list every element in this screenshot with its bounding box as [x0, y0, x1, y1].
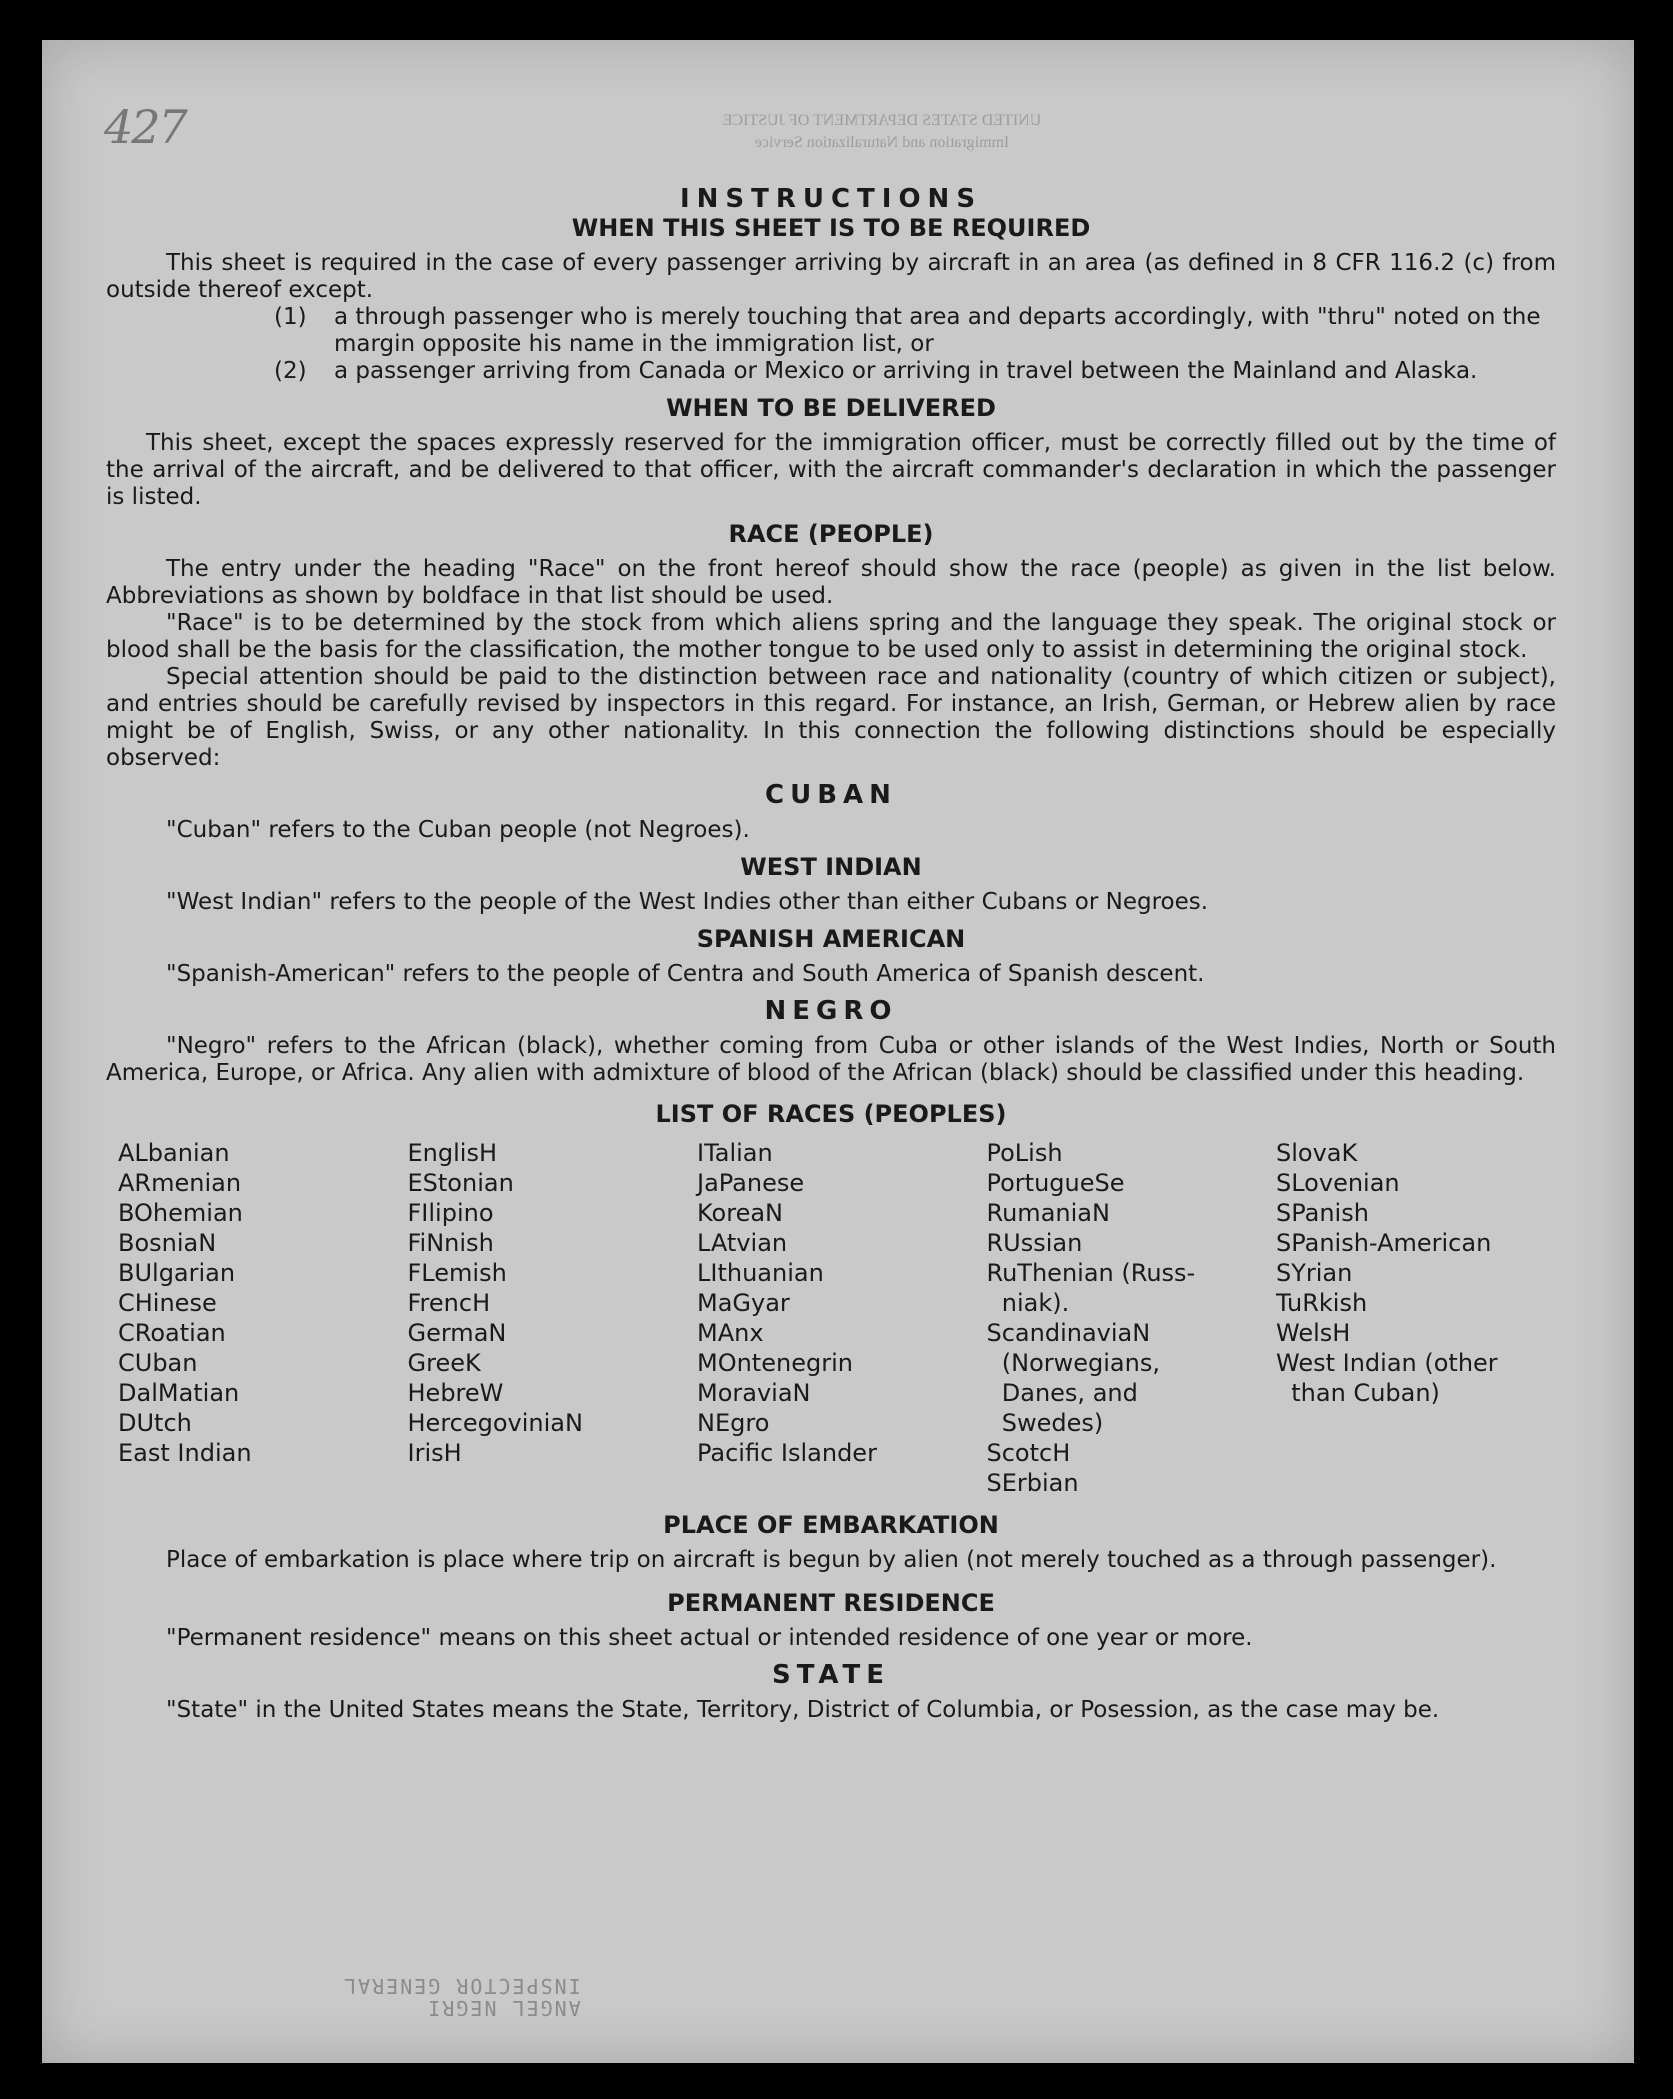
race-column: [118, 1138, 398, 1498]
race-list-item: East Indian: [118, 1439, 252, 1467]
race-list-item: BOhemian: [118, 1199, 243, 1227]
spanish-american-definition: "Spanish-American" refers to the people of Centra and South America of Spanish descent.: [166, 961, 1205, 987]
exception-item: [106, 304, 1556, 358]
race-list-item: Danes, and: [986, 1379, 1138, 1407]
race-list-item: WelsH: [1276, 1319, 1351, 1347]
race-list-item: PoLish: [986, 1139, 1063, 1167]
section-heading-state: STATE: [771, 1660, 891, 1690]
race-list-item: IrisH: [407, 1439, 462, 1467]
race-column: [1276, 1138, 1556, 1498]
section-heading-race: RACE (PEOPLE): [728, 520, 934, 548]
required-paragraph: This sheet is required in the case of every passenger arriving by aircraft in an area (as defined in 8 CFR 116.2 (c) from outside thereof except.: [106, 250, 1556, 303]
race-column: [408, 1138, 688, 1498]
race-list-item: ITalian: [697, 1139, 773, 1167]
race-paragraph-3: Special attention should be paid to the distinction between race and nationality (country of which citizen or subject), and entries should be carefully revised by inspectors in this regard. For instance, an Irish, German, or Hebrew alien by race might be of English, Swiss, or any other nationality. In this connection the following distinctions should be especially observed:: [106, 664, 1556, 771]
race-list-item: MaGyar: [697, 1289, 790, 1317]
race-paragraph-1: The entry under the heading "Race" on the front hereof should show the race (people) as given in the list below. Abbreviations as shown by boldface in that list should be used.: [106, 556, 1556, 609]
race-list-item: FLemish: [407, 1259, 507, 1287]
race-list-item: GreeK: [407, 1349, 481, 1377]
section-heading-embarkation: PLACE OF EMBARKATION: [663, 1511, 999, 1539]
race-list-item: BosniaN: [118, 1229, 217, 1257]
race-list-item: (Norwegians,: [986, 1349, 1160, 1377]
bleed-through-line-2: Immigration and Naturalization Service: [754, 134, 1010, 151]
race-list-item: EStonian: [407, 1169, 514, 1197]
negro-definition: "Negro" refers to the African (black), whether coming from Cuba or other islands of the West Indies, North or South America, Europe, or Africa. Any alien with admixture of blood of the African (black) should be classified under this heading.: [106, 1033, 1556, 1086]
race-list-item: SPanish: [1276, 1199, 1369, 1227]
race-list-item: FiNnish: [407, 1229, 494, 1257]
section-heading-west-indian: WEST INDIAN: [740, 853, 922, 881]
page-title: INSTRUCTIONS: [679, 184, 983, 214]
race-list-item: ScandinaviaN: [986, 1319, 1151, 1347]
race-list-item: BUlgarian: [118, 1259, 236, 1287]
race-list-item: FIlipino: [407, 1199, 494, 1227]
race-list-item: MAnx: [697, 1319, 764, 1347]
race-list-item: ScotcH: [986, 1439, 1071, 1467]
race-list-item: KoreaN: [697, 1199, 783, 1227]
race-list-item: SlovaK: [1276, 1139, 1358, 1167]
race-column: [697, 1138, 977, 1498]
exception-text: a through passenger who is merely touching that area and departs accordingly, with "thru" noted on the margin opposite his name in the immigration list, or: [334, 304, 1541, 357]
race-list-item: than Cuban): [1276, 1379, 1440, 1407]
exception-item: [106, 358, 1556, 385]
embarkation-definition: Place of embarkation is place where trip on aircraft is begun by alien (not merely touched as a through passenger).: [166, 1547, 1497, 1573]
race-paragraph-2: "Race" is to be determined by the stock from which aliens spring and the language they speak. The original stock or blood shall be the basis for the classification, the mother tongue to be used only to assist in determining the original stock.: [106, 610, 1556, 663]
section-heading-cuban: CUBAN: [765, 780, 897, 810]
race-list-item: DUtch: [118, 1409, 192, 1437]
race-list-item: GermaN: [407, 1319, 507, 1347]
cuban-definition: "Cuban" refers to the Cuban people (not Negroes).: [166, 817, 750, 843]
section-heading-negro: NEGRO: [764, 996, 898, 1026]
race-list-item: EnglisH: [407, 1139, 497, 1167]
race-list-item: niak).: [986, 1289, 1070, 1317]
exception-text: a passenger arriving from Canada or Mexico or arriving in travel between the Mainland and Alaska.: [334, 358, 1478, 384]
race-list-item: MOntenegrin: [697, 1349, 853, 1377]
race-list-item: CRoatian: [118, 1319, 226, 1347]
race-list-item: LAtvian: [697, 1229, 788, 1257]
race-list-item: SErbian: [986, 1469, 1079, 1497]
race-list-item: TuRkish: [1276, 1289, 1368, 1317]
race-list-item: Swedes): [986, 1409, 1104, 1437]
race-list-item: West Indian (other: [1276, 1349, 1498, 1377]
race-list-item: DalMatian: [118, 1379, 240, 1407]
stamp-line-2: INSPECTOR GENERAL: [342, 1974, 581, 1998]
race-list-item: RuThenian (Russ-: [986, 1259, 1196, 1287]
section-heading-list-of-races: LIST OF RACES (PEOPLES): [655, 1100, 1007, 1128]
race-list-item: JaPanese: [697, 1169, 805, 1197]
race-list-item: ALbanian: [118, 1139, 230, 1167]
exception-number: (1): [274, 304, 307, 330]
section-heading-spanish-american: SPANISH AMERICAN: [696, 925, 966, 953]
race-list-item: RUssian: [986, 1229, 1083, 1257]
race-list-item: RumaniaN: [986, 1199, 1110, 1227]
instructions-content: [106, 180, 1556, 1724]
handwritten-page-number: 427: [104, 100, 186, 154]
race-list-item: LIthuanian: [697, 1259, 824, 1287]
section-heading-delivered: WHEN TO BE DELIVERED: [666, 394, 996, 422]
races-list: [106, 1138, 1556, 1498]
race-list-item: ARmenian: [118, 1169, 242, 1197]
exception-number: (2): [274, 358, 307, 384]
race-list-item: HercegoviniaN: [407, 1409, 583, 1437]
race-list-item: SYrian: [1276, 1259, 1353, 1287]
section-heading-residence: PERMANENT RESIDENCE: [667, 1589, 995, 1617]
bleed-through-line-1: UNITED STATES DEPARTMENT OF JUSTICE: [722, 112, 1042, 129]
west-indian-definition: "West Indian" refers to the people of the West Indies other than either Cubans or Negroes.: [166, 889, 1209, 915]
section-heading-required: WHEN THIS SHEET IS TO BE REQUIRED: [571, 214, 1091, 242]
stamp-line-1: ANGEL NEGRI: [426, 1996, 581, 2020]
delivered-paragraph: This sheet, except the spaces expressly reserved for the immigration officer, must be correctly filled out by the time of the arrival of the aircraft, and be delivered to that officer, with the aircraft commander's declaration in which the passenger is listed.: [106, 430, 1556, 510]
residence-definition: "Permanent residence" means on this sheet actual or intended residence of one year or more.: [166, 1625, 1253, 1651]
race-list-item: SPanish-American: [1276, 1229, 1492, 1257]
race-list-item: Pacific Islander: [697, 1439, 877, 1467]
state-definition: "State" in the United States means the State, Territory, District of Columbia, or Posession, as the case may be.: [166, 1697, 1440, 1723]
race-list-item: PortugueSe: [986, 1169, 1125, 1197]
race-list-item: CHinese: [118, 1289, 217, 1317]
race-list-item: FrencH: [407, 1289, 491, 1317]
race-list-item: CUban: [118, 1349, 198, 1377]
bleed-through-header: [602, 110, 1162, 154]
race-list-item: SLovenian: [1276, 1169, 1400, 1197]
race-column: [987, 1138, 1267, 1498]
inspector-stamp: [342, 1975, 581, 2019]
race-list-item: MoraviaN: [697, 1379, 811, 1407]
race-list-item: NEgro: [697, 1409, 770, 1437]
race-list-item: HebreW: [407, 1379, 504, 1407]
